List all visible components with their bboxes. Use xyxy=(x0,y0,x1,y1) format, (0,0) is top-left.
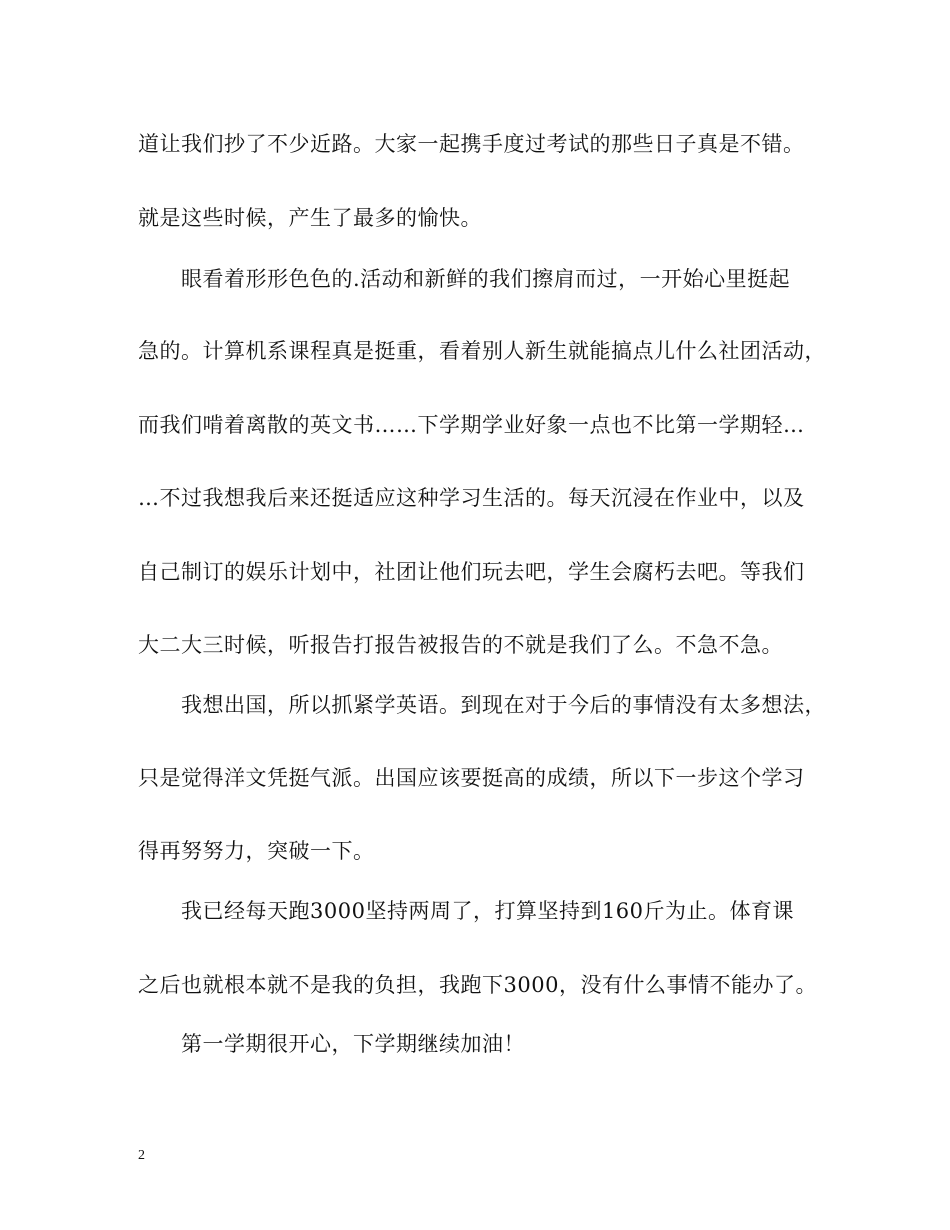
paragraph-line: 道让我们抄了不少近路。大家一起携手度过考试的那些日子真是不错。 xyxy=(138,132,805,156)
paragraph-line: 我想出国，所以抓紧学英语。到现在对于今后的事情没有太多想法， xyxy=(181,693,826,717)
page-number: 2 xyxy=(138,1148,145,1163)
paragraph-line: 之后也就根本就不是我的负担，我跑下3000，没有什么事情不能办了。 xyxy=(138,973,817,997)
paragraph-line: 而我们啃着离散的英文书……下学期学业好象一点也不比第一学期轻… xyxy=(138,413,805,437)
paragraph-line: 眼看着形形色色的.活动和新鲜的我们擦肩而过，一开始心里挺起 xyxy=(181,267,791,291)
paragraph-line: …不过我想我后来还挺适应这种学习生活的。每天沉浸在作业中，以及 xyxy=(138,486,805,510)
paragraph-line: 只是觉得洋文凭挺气派。出国应该要挺高的成绩，所以下一步这个学习 xyxy=(138,766,805,790)
paragraph-line: 第一学期很开心，下学期继续加油！ xyxy=(181,1032,525,1056)
paragraph-line: 得再努努力，突破一下。 xyxy=(138,839,375,863)
paragraph-line: 急的。计算机系课程真是挺重，看着别人新生就能搞点儿什么社团活动， xyxy=(138,339,826,363)
paragraph-line: 就是这些时候，产生了最多的愉快。 xyxy=(138,206,482,230)
paragraph-line: 自己制订的娱乐计划中，社团让他们玩去吧，学生会腐朽去吧。等我们 xyxy=(138,560,805,584)
paragraph-line: 大二大三时候，听报告打报告被报告的不就是我们了么。不急不急。 xyxy=(138,633,783,657)
paragraph-line: 我已经每天跑3000坚持两周了，打算坚持到160斤为止。体育课 xyxy=(181,899,795,923)
